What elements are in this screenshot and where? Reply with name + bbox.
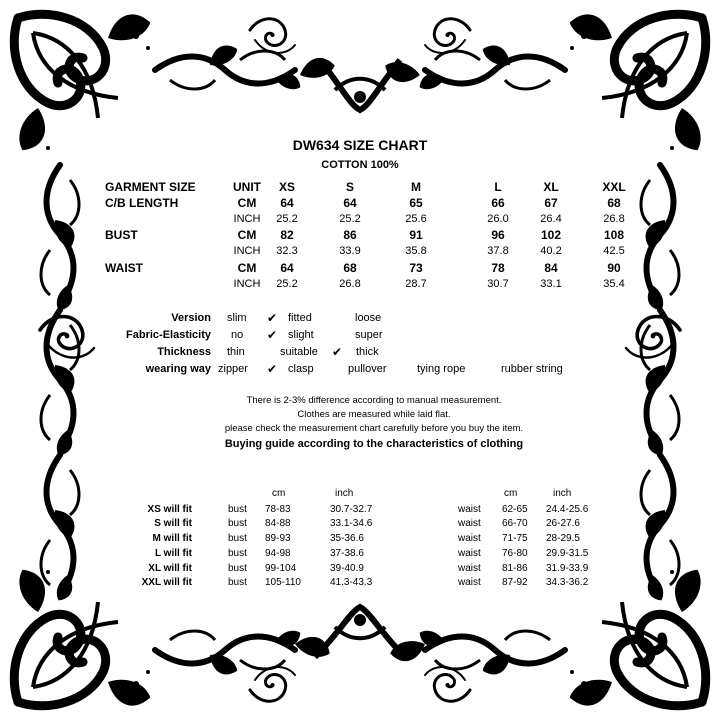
table-cell: 26.0	[487, 213, 509, 225]
option-rubber-string: rubber string	[501, 363, 563, 375]
header-xs: XS	[278, 180, 295, 194]
table-cell: 86	[343, 228, 357, 242]
guide-size: S will fit	[154, 518, 192, 529]
guide-waist-label: waist	[458, 504, 481, 515]
option-zipper: zipper	[218, 363, 248, 375]
table-cell: 64	[343, 196, 357, 210]
guide-waist-cm: 81-86	[502, 563, 528, 574]
row-label: C/B LENGTH	[105, 196, 179, 210]
guide-waist-cm: 76-80	[502, 548, 528, 559]
table-cell: 102	[540, 228, 562, 242]
guide-bust-cm: 99-104	[265, 563, 297, 574]
guide-unit-inch: inch	[553, 488, 572, 499]
table-cell: 25.6	[405, 213, 427, 225]
table-cell: 25.2	[339, 213, 361, 225]
table-cell: 40.2	[540, 245, 562, 257]
unit-cm: CM	[237, 228, 257, 242]
table-cell: 90	[607, 261, 621, 275]
check-icon: ✔	[332, 345, 343, 359]
table-cell: 32.3	[276, 245, 298, 257]
feature-label-fabric-elasticity: Fabric-Elasticity	[126, 329, 211, 341]
option-tying-rope: tying rope	[417, 363, 466, 375]
note-line: Clothes are measured while laid flat.	[297, 409, 451, 420]
guide-waist-inch: 31.9-33.9	[546, 563, 589, 574]
option-no: no	[231, 329, 244, 341]
table-cell: 25.2	[276, 278, 298, 290]
guide-size: XL will fit	[148, 563, 192, 574]
check-icon: ✔	[267, 311, 278, 325]
guide-bust-inch: 30.7-32.7	[330, 504, 373, 515]
option-pullover: pullover	[348, 363, 387, 375]
guide-bust-cm: 89-93	[265, 533, 291, 544]
unit-cm: CM	[237, 261, 257, 275]
guide-bust-inch: 37-38.6	[330, 548, 364, 559]
option-clasp: clasp	[288, 363, 314, 375]
guide-waist-cm: 62-65	[502, 504, 528, 515]
guide-bust-inch: 35-36.6	[330, 533, 364, 544]
table-cell: 67	[544, 196, 558, 210]
guide-waist-label: waist	[458, 518, 481, 529]
table-cell: 26.4	[540, 213, 562, 225]
header-l: L	[494, 180, 502, 194]
option-loose: loose	[355, 312, 382, 324]
check-icon: ✔	[267, 362, 278, 376]
guide-bust-cm: 84-88	[265, 518, 291, 529]
table-cell: 30.7	[487, 278, 509, 290]
table-cell: 68	[607, 196, 621, 210]
guide-waist-inch: 29.9-31.5	[546, 548, 589, 559]
guide-waist-cm: 71-75	[502, 533, 528, 544]
table-cell: 33.9	[339, 245, 361, 257]
guide-bust-label: bust	[228, 504, 247, 515]
header-unit: UNIT	[233, 180, 261, 194]
guide-bust-cm: 94-98	[265, 548, 291, 559]
chart-subtitle: COTTON 100%	[321, 159, 399, 171]
unit-inch: INCH	[233, 213, 261, 225]
table-cell: 84	[544, 261, 558, 275]
table-cell: 25.2	[276, 213, 298, 225]
table-cell: 66	[491, 196, 505, 210]
check-icon: ✔	[267, 328, 278, 342]
guide-waist-inch: 34.3-36.2	[546, 577, 589, 588]
guide-waist-inch: 24.4-25.6	[546, 504, 589, 515]
table-cell: 91	[409, 228, 423, 242]
header-xl: XL	[543, 180, 559, 194]
option-suitable: suitable	[280, 346, 318, 358]
table-cell: 42.5	[603, 245, 625, 257]
guide-bust-label: bust	[228, 533, 247, 544]
guide-bust-inch: 41.3-43.3	[330, 577, 373, 588]
header-s: S	[345, 180, 354, 194]
guide-waist-label: waist	[458, 548, 481, 559]
guide-bust-inch: 33.1-34.6	[330, 518, 373, 529]
table-cell: 64	[280, 196, 294, 210]
table-cell: 37.8	[487, 245, 509, 257]
option-thin: thin	[227, 346, 245, 358]
note-line: There is 2-3% difference according to manual measurement.	[246, 395, 502, 406]
guide-waist-label: waist	[458, 533, 481, 544]
table-cell: 26.8	[339, 278, 361, 290]
guide-bust-label: bust	[228, 518, 247, 529]
feature-label-thickness: Thickness	[157, 346, 211, 358]
note-line: please check the measurement chart carefully before you buy the item.	[224, 423, 524, 434]
guide-bust-label: bust	[228, 563, 247, 574]
guide-bust-inch: 39-40.9	[330, 563, 364, 574]
guide-size: M will fit	[152, 533, 192, 544]
guide-waist-label: waist	[458, 577, 481, 588]
guide-bust-label: bust	[228, 577, 247, 588]
option-fitted: fitted	[288, 312, 312, 324]
unit-inch: INCH	[233, 278, 261, 290]
feature-label-version: Version	[171, 312, 211, 324]
option-thick: thick	[356, 346, 379, 358]
guide-waist-inch: 26-27.6	[546, 518, 580, 529]
table-cell: 78	[491, 261, 505, 275]
option-super: super	[355, 329, 383, 341]
table-cell: 28.7	[405, 278, 427, 290]
guide-unit-inch: inch	[335, 488, 354, 499]
table-cell: 26.8	[603, 213, 625, 225]
table-cell: 68	[343, 261, 357, 275]
guide-size: XS will fit	[147, 504, 192, 515]
row-label: WAIST	[105, 261, 143, 275]
guide-waist-cm: 87-92	[502, 577, 528, 588]
guide-bust-label: bust	[228, 548, 247, 559]
table-cell: 35.4	[603, 278, 625, 290]
guide-bust-cm: 78-83	[265, 504, 291, 515]
table-cell: 35.8	[405, 245, 427, 257]
table-cell: 73	[409, 261, 423, 275]
guide-size: L will fit	[154, 548, 192, 559]
guide-waist-inch: 28-29.5	[546, 533, 580, 544]
guide-unit-cm: cm	[504, 488, 518, 499]
table-cell: 96	[491, 228, 505, 242]
table-cell: 108	[603, 228, 625, 242]
feature-label-wearing-way: wearing way	[145, 363, 211, 375]
option-slight: slight	[288, 329, 314, 341]
header-xxl: XXL	[602, 180, 626, 194]
header-garment-size: GARMENT SIZE	[105, 180, 196, 194]
guide-unit-cm: cm	[272, 488, 286, 499]
guide-waist-cm: 66-70	[502, 518, 528, 529]
header-m: M	[411, 180, 421, 194]
table-cell: 64	[280, 261, 294, 275]
unit-cm: CM	[237, 196, 257, 210]
guide-waist-label: waist	[458, 563, 481, 574]
unit-inch: INCH	[233, 245, 261, 257]
guide-bust-cm: 105-110	[265, 577, 301, 588]
guide-size: XXL will fit	[141, 577, 192, 588]
table-cell: 65	[409, 196, 423, 210]
option-slim: slim	[227, 312, 247, 324]
table-cell: 33.1	[540, 278, 562, 290]
chart-title: DW634 SIZE CHART	[292, 137, 428, 153]
table-cell: 82	[280, 228, 294, 242]
guide-title: Buying guide according to the characteristics of clothing	[224, 438, 524, 450]
row-label: BUST	[105, 228, 138, 242]
